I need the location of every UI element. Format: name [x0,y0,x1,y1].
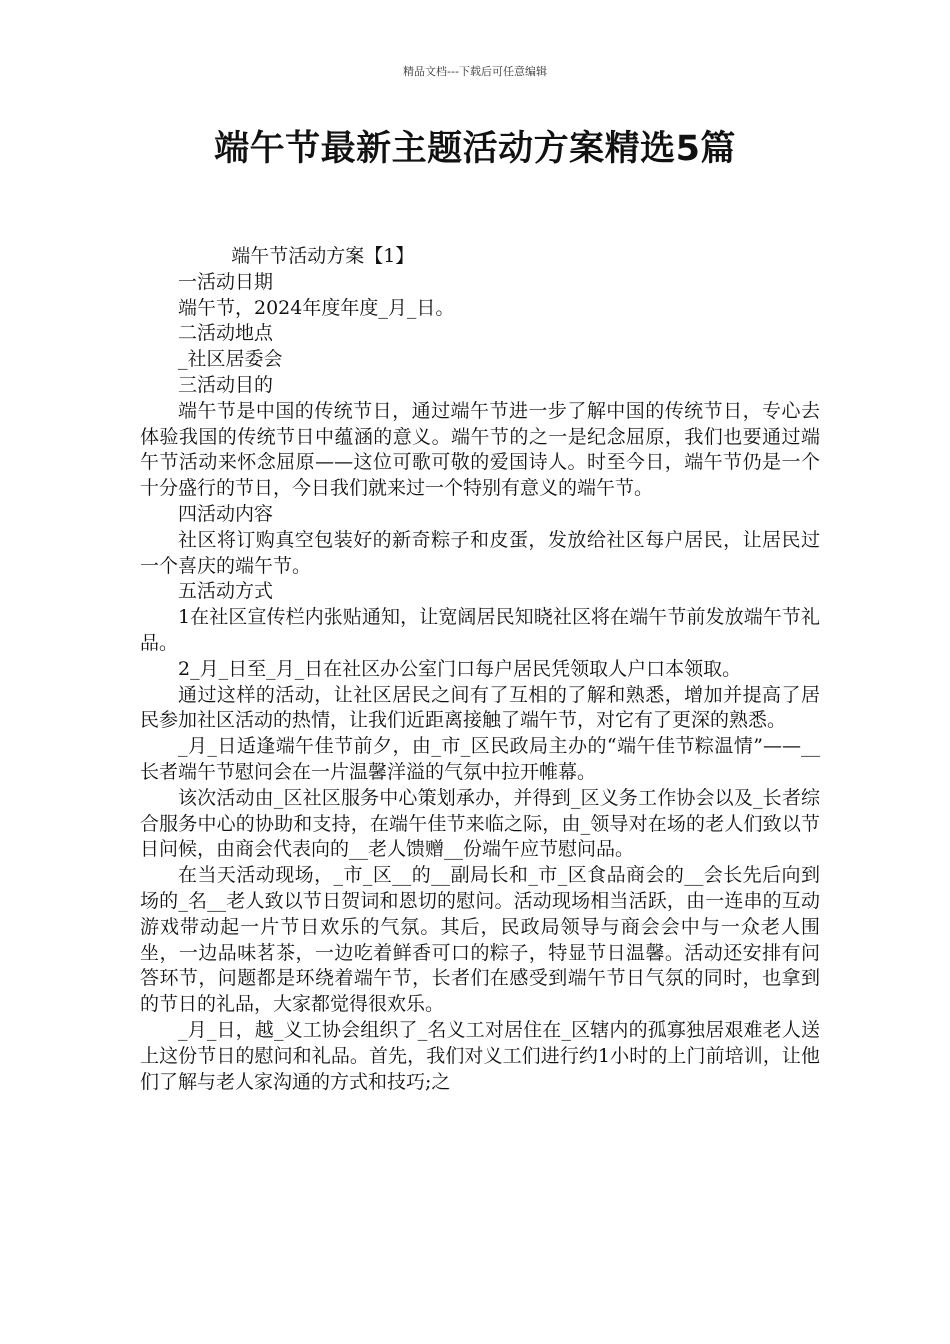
section-heading-content: 四活动内容 [178,502,274,525]
paragraph: 在当天活动现场，_市_区__的__副局长和_市_区食品商会的__会长先后向到场的_名__老人致以节日贺词和恩切的慰问。活动现场相当活跃，由一连串的互动游戏带动起一片节日欢乐的气氛。其后，民政局领导与商会会中与一众老人围坐，一边品味茗茶，一边吃着鲜香可口的粽子，特显节日温馨。活动还安排有问答环节，问题都是环绕着端午节，长者们在感受到端午节日气氛的同时，也拿到的节日的礼品，大家都觉得很欢乐。 [140,864,820,1016]
paragraph: 2_月_日至_月_日在社区办公室门口每户居民凭领取人户口本领取。 [178,657,742,680]
section-heading-purpose: 三活动目的 [178,373,274,396]
paragraph: 社区将订购真空包装好的新奇粽子和皮蛋，发放给社区每户居民，让居民过一个喜庆的端午节。 [140,528,820,577]
section-heading-location: 二活动地点 [178,322,274,345]
paragraph: _社区居委会 [178,348,283,371]
header-note: 精品文档---下载后可任意编辑 [403,65,547,78]
document-title: 端午节最新主题活动方案精选5篇 [214,129,736,169]
section-heading-method: 五活动方式 [178,580,274,603]
section-subtitle: 端午节活动方案【1】 [231,245,415,267]
paragraph: _月_日，越_义工协会组织了_名义工对居住在_区辖内的孤寡独居艰难老人送上这份节日的慰问和礼品。首先，我们对义工们进行约1小时的上门前培训，让他们了解与老人家沟通的方式和技巧;之 [140,1018,820,1093]
paragraph: 端午节，2024年度年度_月_日。 [178,296,455,319]
paragraph: _月_日适逢端午佳节前夕，由_市_区民政局主办的“端午佳节粽温情”——__长者端午节慰问会在一片温馨洋溢的气氛中拉开帷幕。 [140,735,820,783]
paragraph: 该次活动由_区社区服务中心策划承办，并得到_区义务工作协会以及_长者综合服务中心的协助和支持，在端午佳节来临之际，由_领导对在场的老人们致以节日问候，由商会代表向的__老人馈赠__份端午应节慰问品。 [140,786,820,861]
paragraph: 通过这样的活动，让社区居民之间有了互相的了解和熟悉，增加并提高了居民参加社区活动的热情，让我们近距离接触了端午节，对它有了更深的熟悉。 [140,683,820,732]
paragraph: 1在社区宣传栏内张贴通知，让宽阔居民知晓社区将在端午节前发放端午节礼品。 [140,606,820,654]
document-body [140,244,820,1095]
paragraph: 端午节是中国的传统节日，通过端午节进一步了解中国的传统节日，专心去体验我国的传统节日中蕴涵的意义。端午节的之一是纪念屈原，我们也要通过端午节活动来怀念屈原——这位可歌可敬的爱国诗人。时至今日，端午节仍是一个十分盛行的节日，今日我们就来过一个特别有意义的端午节。 [140,399,820,500]
section-heading-date: 一活动日期 [178,270,274,293]
